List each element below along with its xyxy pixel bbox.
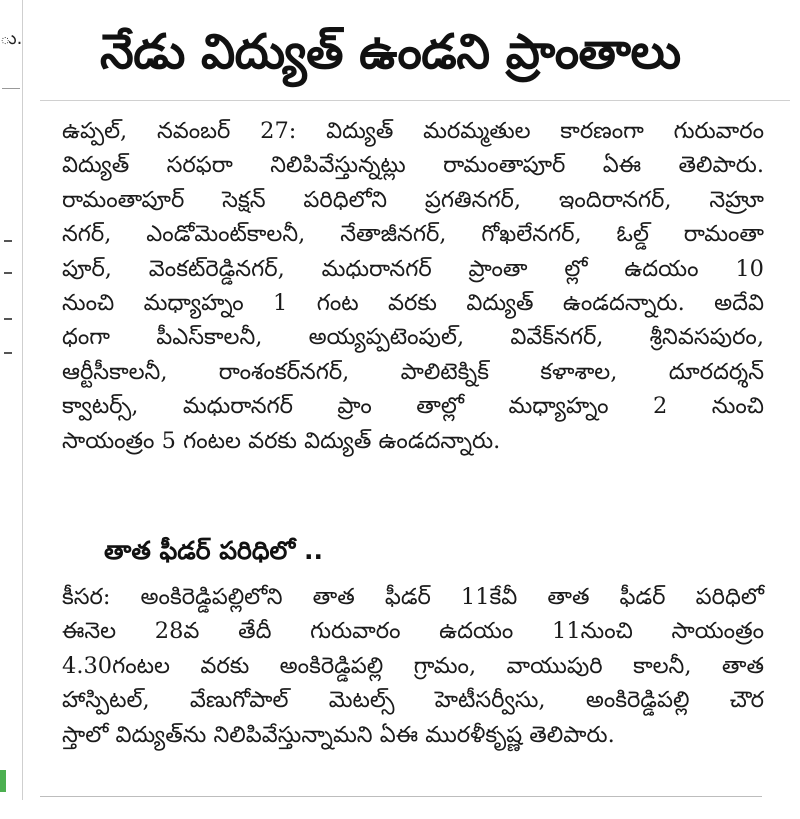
paragraph-line: స్తాలో విద్యుత్‌ను నిలిపివేస్తున్నామని ఏఈ మురళీకృష్ణ తెలిపారు.: [62, 721, 615, 748]
adjacent-column-rule: [2, 88, 20, 89]
paragraph-line: క్వాటర్స్, మధురానగర్ ప్రాం తాల్లో మధ్యాహ్నం 2 నుంచి: [62, 393, 764, 420]
adjacent-column-text: ు.: [0, 28, 23, 49]
paragraph-line: సాయంత్రం 5 గంటల వరకు విద్యుత్ ఉండదన్నారు.: [62, 427, 501, 454]
paragraph-line: నగర్, ఎండోమెంట్‌కాలనీ, నేతాజీనగర్, గోఖలేనగర్, ఓల్డ్ రామంతా: [62, 221, 764, 248]
paragraph-line: ఈనెల 28వ తేదీ గురువారం ఉదయం 11నుంచి సాయంత్రం: [62, 618, 764, 645]
bottom-divider: [40, 796, 762, 797]
paragraph-line: రామంతాపూర్ సెక్షన్ పరిధిలోని ప్రగతినగర్, ఇందిరానగర్, నెహ్రూ: [62, 186, 764, 213]
headline: నేడు విద్యుత్ ఉండని ప్రాంతాలు: [100, 24, 681, 80]
paragraph-line: నుంచి మధ్యాహ్నం 1 గంట వరకు విద్యుత్ ఉండదన్నారు. అదేవి: [62, 290, 764, 317]
article-paragraph-uppal: [62, 114, 764, 458]
paragraph-line: ధంగా పీఎస్‌కాలనీ, అయ్యప్పటెంపుల్, వివేక్‌నగర్, శ్రీనివసపురం,: [62, 324, 764, 351]
adjacent-column-mark: [4, 272, 12, 274]
paragraph-line: కీసర: అంకిరెడ్డిపల్లిలోని తాత ఫీడర్ 11కేవీ తాత ఫీడర్ పరిధిలో: [62, 584, 764, 610]
paragraph-line: పూర్, వెంకట్‌రెడ్డినగర్, మధురానగర్ ప్రాంతా ల్లో ఉదయం 10: [62, 255, 764, 282]
paragraph-line: 4.30గంటల వరకు అంకిరెడ్డిపల్లి గ్రామం, వాయుపురి కాలనీ, తాత: [62, 652, 764, 679]
adjacent-column-color-edge: [0, 770, 6, 792]
headline-divider: [40, 100, 790, 101]
adjacent-column-fragment: [0, 0, 23, 800]
adjacent-column-mark: [4, 352, 12, 354]
paragraph-line: ఉప్పల్, నవంబర్ 27: విద్యుత్ మరమ్మతుల కారణంగా గురువారం: [62, 118, 764, 144]
article-paragraph-keesara: [62, 580, 764, 752]
paragraph-line: హాస్పిటల్, వేణుగోపాల్ మెటల్స్ హెటీసర్వీసు, అంకిరెడ్డిపల్లి చౌర: [62, 687, 764, 714]
adjacent-column-mark: [4, 318, 12, 320]
paragraph-line: ఆర్టీసీకాలనీ, రాంశంకర్‌నగర్, పాలిటెక్నిక్ కళాశాల, దూరదర్శన్: [62, 358, 764, 385]
adjacent-column-mark: [4, 240, 12, 242]
paragraph-line: విద్యుత్ సరఫరా నిలిపివేస్తున్నట్లు రామంతాపూర్ ఏఈ తెలిపారు.: [62, 152, 764, 179]
subheading: తాత ఫీడర్ పరిధిలో ..: [104, 536, 323, 565]
